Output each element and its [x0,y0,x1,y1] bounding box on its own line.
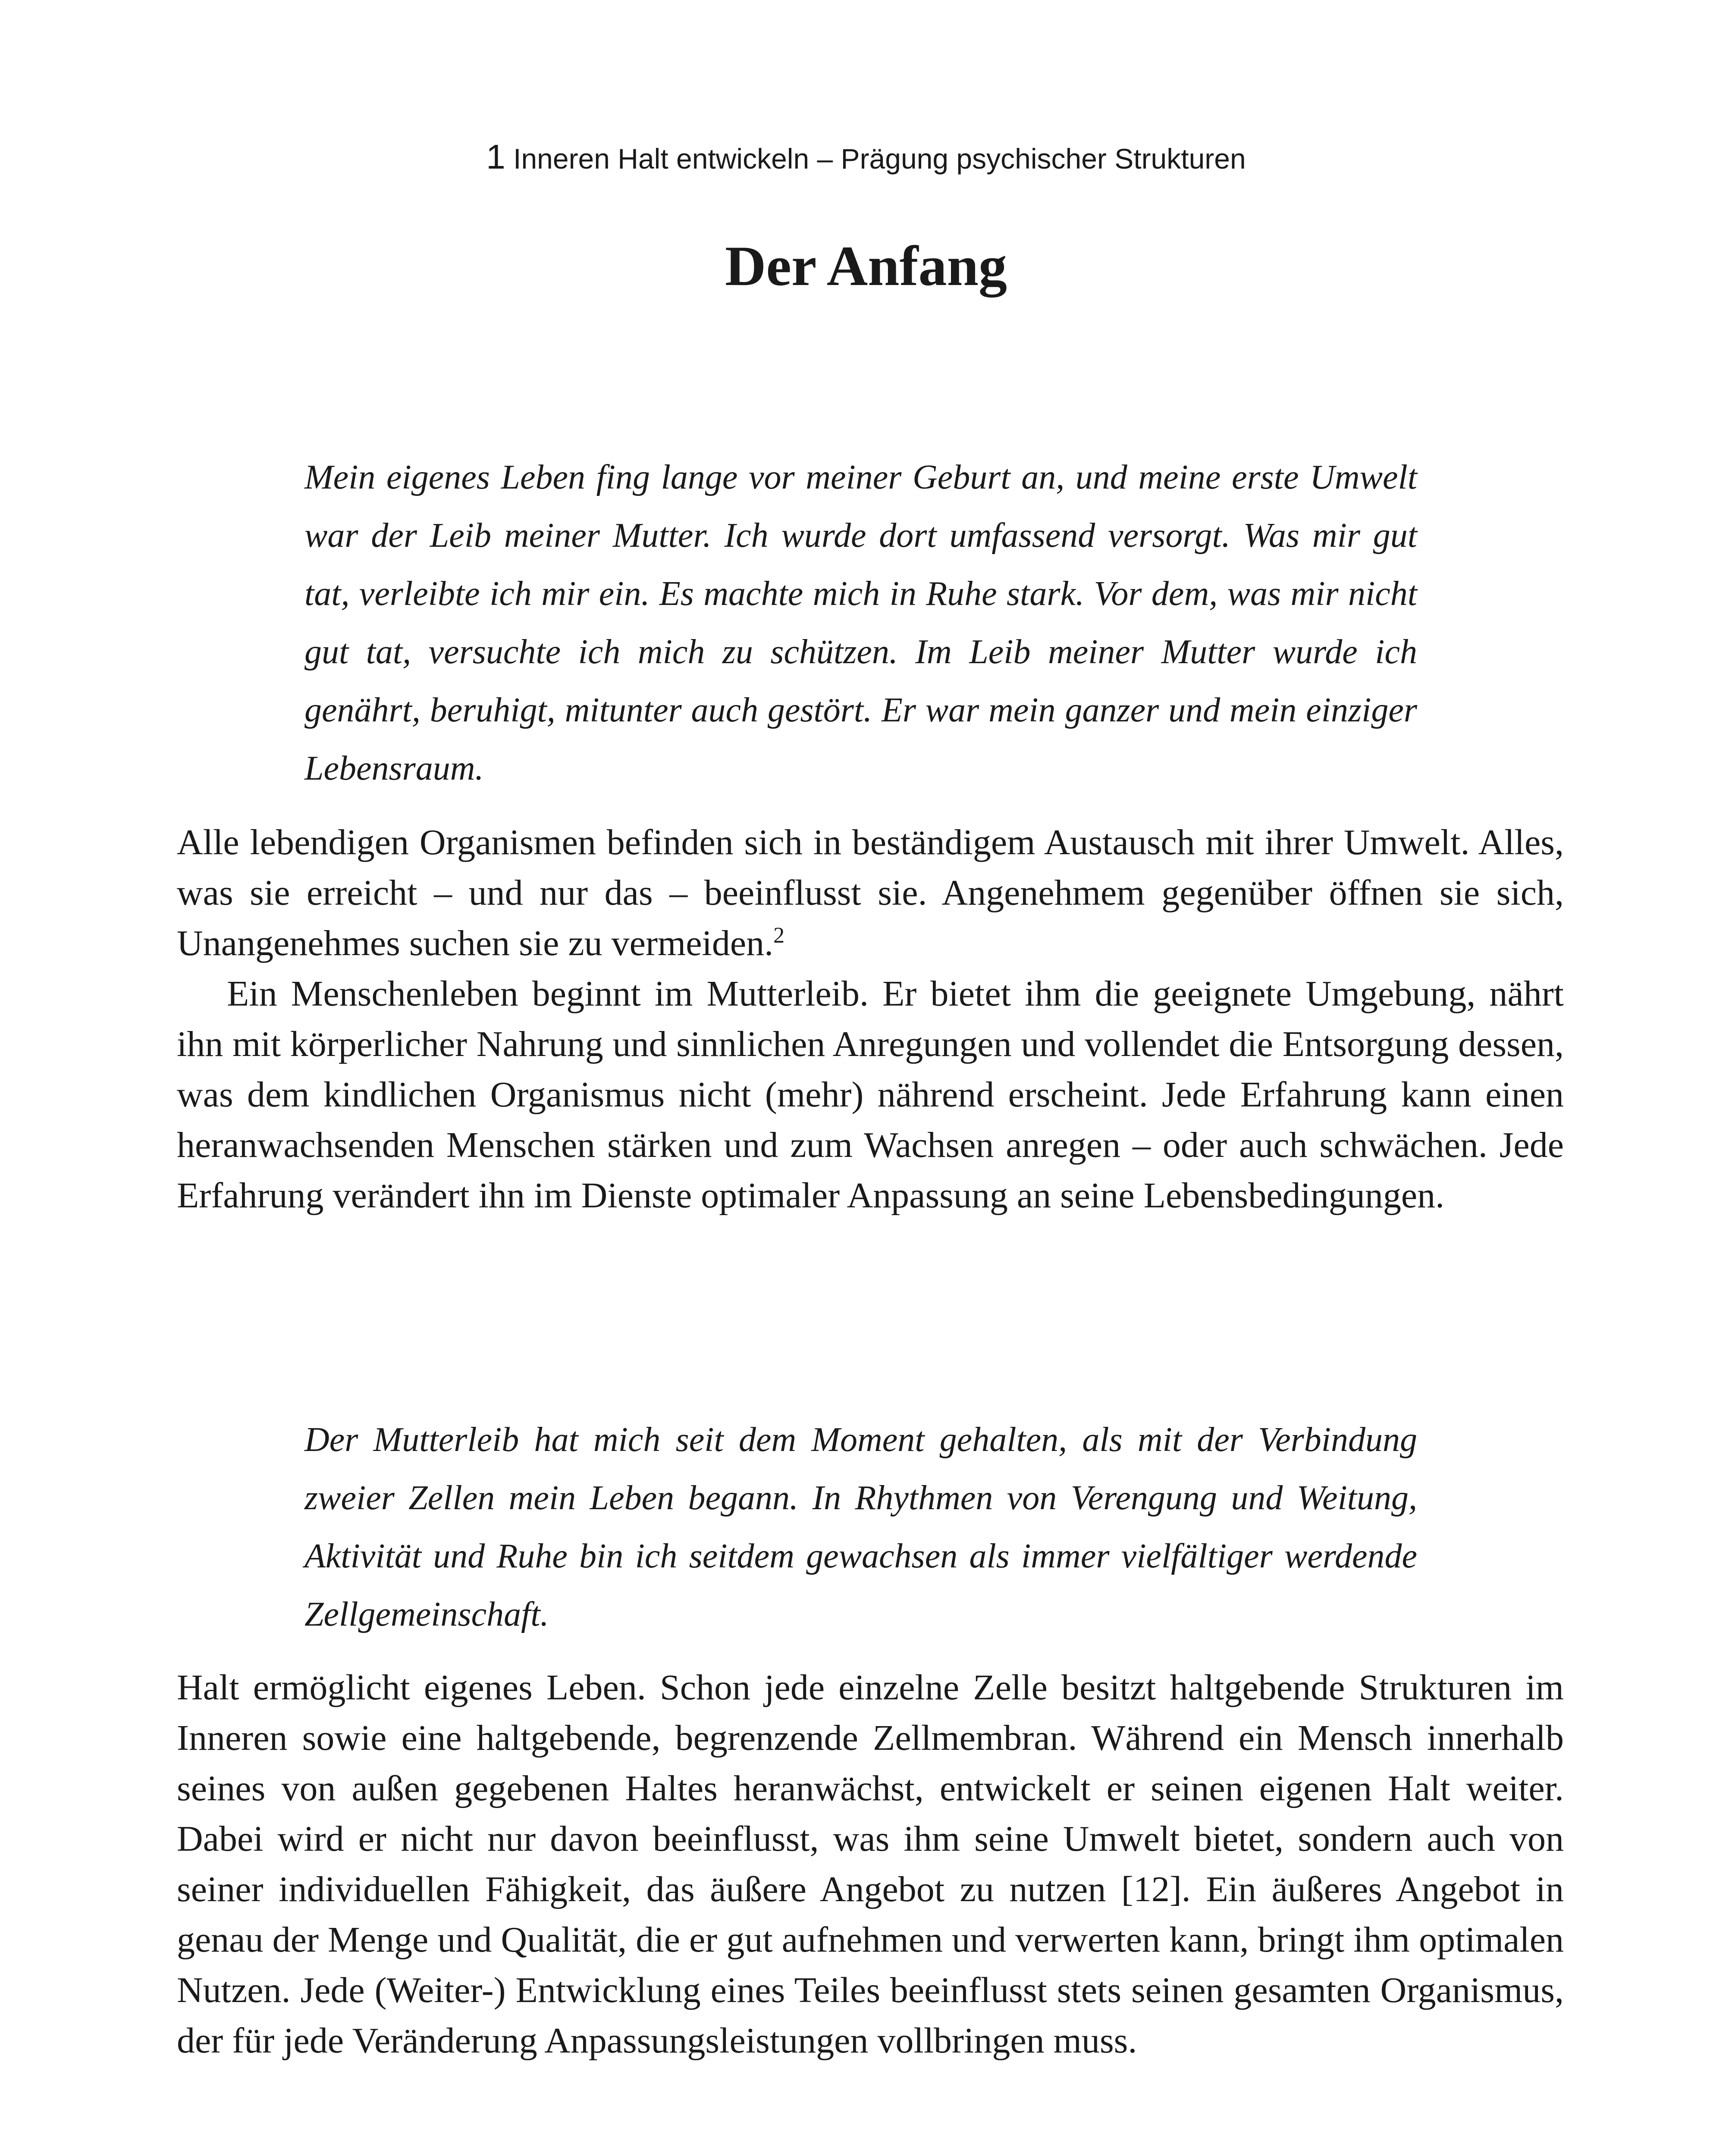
section-title: Der Anfang [725,234,1007,298]
paragraph: Halt ermöglicht eigenes Leben. Schon jede einzelne Zelle besitzt haltgebende Strukturen im Inneren sowie eine haltgebende, begrenzende Zellmembran. Während ein Mensch innerhalb seines von außen gegebenen Haltes heranwächst, entwickelt er seinen eigenen Halt weiter. Dabei wird er nicht nur davon beeinflusst, was ihm seine Umwelt bietet, sondern auch von seiner individuellen Fähigkeit, das äußere Angebot zu nutzen [12]. Ein äußeres Angebot in genau der Menge und Qualität, die er gut aufnehmen und verwerten kann, bringt ihm optimalen Nutzen. Jede (Weiter-) Entwicklung eines Teiles beeinflusst stets seinen gesamten Organismus, der für jede Veränderung Anpassungsleistungen vollbringen muss. [177,1667,1564,2061]
body-text-block-1 [177,817,1564,1221]
chapter-running-title: Inneren Halt entwickeln – Prägung psychischer Strukturen [513,143,1246,175]
chapter-number: 1 [486,138,505,176]
running-header [0,137,1732,177]
paragraph-text: Alle lebendigen Organismen befinden sich in beständigem Austausch mit ihrer Umwelt. Alles, was sie erreicht – und nur das – beeinflusst sie. Angenehmem gegenüber öffnen sie sich, Unangenehmes suchen sie zu vermeiden. [177,822,1564,963]
footnote-reference[interactable]: 2 [773,923,785,948]
italic-quote-1: Mein eigenes Leben fing lange vor meiner Geburt an, und meine erste Umwelt war der Leib meiner Mutter. Ich wurde dort umfassend versorgt. Was mir gut tat, verleibte ich mir ein. Es machte mich in Ruhe stark. Vor dem, was mir nicht gut tat, versuchte ich mich zu schützen. Im Leib meiner Mutter wurde ich genährt, beruhigt, mitunter auch gestört. Er war mein ganzer und mein einziger Lebensraum. [304,458,1417,787]
paragraph: Ein Menschenleben beginnt im Mutterleib. Er bietet ihm die geeignete Umgebung, nährt ihn mit körperlicher Nahrung und sinnlichen Anregungen und vollendet die Entsorgung dessen, was dem kindlichen Organismus nicht (mehr) nährend erscheint. Jede Erfahrung kann einen heranwachsenden Menschen stärken und zum Wachsen anregen – oder auch schwächen. Jede Erfahrung verändert ihn im Dienste optimaler Anpassung an seine Lebensbedingungen. [177,974,1564,1216]
paragraph [177,817,1564,968]
body-text-block-2 [177,1662,1564,2066]
italic-quote-2: Der Mutterleib hat mich seit dem Moment gehalten, als mit der Verbindung zweier Zellen mein Leben begann. In Rhythmen von Verengung und Weitung, Aktivität und Ruhe bin ich seitdem gewachsen als immer vielfältiger werdende Zellgemeinschaft. [304,1421,1417,1633]
